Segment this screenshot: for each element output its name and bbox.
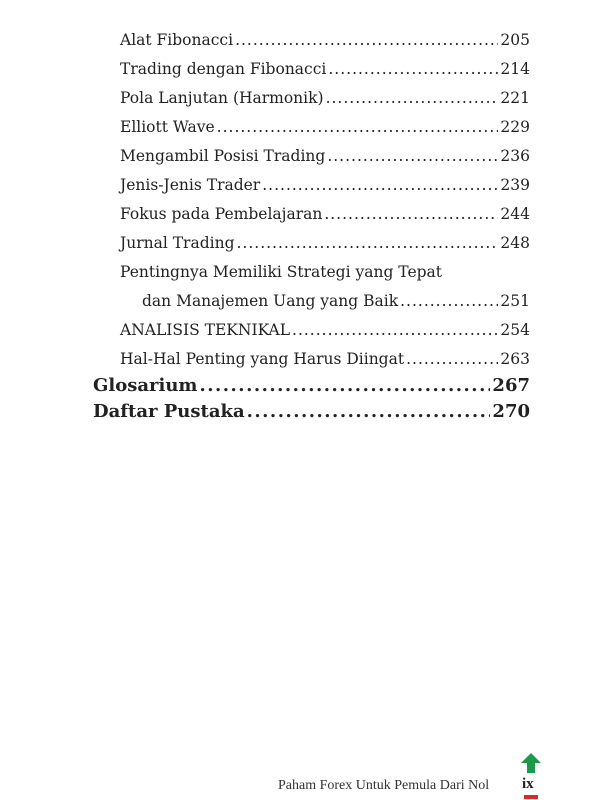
toc-entry[interactable] xyxy=(120,146,530,166)
dot-leader xyxy=(217,117,499,137)
page-marker-bar xyxy=(524,795,538,799)
toc-entry-page: 214 xyxy=(500,60,530,78)
toc-entry[interactable] xyxy=(120,88,530,108)
page-number: ix xyxy=(522,776,534,792)
toc-entry-page: 229 xyxy=(500,118,530,136)
dot-leader xyxy=(262,175,498,195)
toc-entry-page: 236 xyxy=(500,147,530,165)
toc-entry-title: Pentingnya Memiliki Strategi yang Tepat xyxy=(120,263,443,281)
toc-entry-title: Glosarium xyxy=(93,375,198,396)
toc-entry[interactable] xyxy=(120,117,530,137)
toc-entry-page: 239 xyxy=(500,176,530,194)
toc-entry-page: 263 xyxy=(500,350,530,368)
dot-leader xyxy=(400,291,498,311)
toc-entry-title: Jurnal Trading xyxy=(120,234,235,252)
footer-book-title: Paham Forex Untuk Pemula Dari Nol xyxy=(278,778,490,793)
dot-leader xyxy=(235,30,498,50)
dot-leader xyxy=(324,204,498,224)
toc-entry-page: 221 xyxy=(500,89,530,107)
toc-entry-line1[interactable] xyxy=(120,262,530,282)
dot-leader xyxy=(247,401,491,423)
toc-entry[interactable] xyxy=(120,349,530,369)
toc-entry-page: 244 xyxy=(500,205,530,223)
toc-entry-title: Trading dengan Fibonacci xyxy=(120,60,327,78)
toc-entry-title: Hal-Hal Penting yang Harus Diingat xyxy=(120,350,405,368)
toc-entry-page: 254 xyxy=(500,321,530,339)
toc-entry-title: Elliott Wave xyxy=(120,118,215,136)
toc-entry[interactable] xyxy=(120,204,530,224)
toc-entry-title: Jenis-Jenis Trader xyxy=(120,176,261,194)
toc-entry-title: Pola Lanjutan (Harmonik) xyxy=(120,89,324,107)
toc-entry-title: dan Manajemen Uang yang Baik xyxy=(142,292,399,310)
toc-entry[interactable] xyxy=(120,59,530,79)
toc-entry[interactable] xyxy=(120,175,530,195)
toc-entry[interactable] xyxy=(120,30,530,50)
toc-entry-page: 251 xyxy=(500,292,530,310)
toc-entry-title: Alat Fibonacci xyxy=(120,31,234,49)
toc-entry[interactable] xyxy=(120,233,530,253)
toc-entry-title: Daftar Pustaka xyxy=(93,401,245,422)
dot-leader xyxy=(292,320,498,340)
dot-leader xyxy=(327,146,498,166)
toc-entry-page: 205 xyxy=(500,31,530,49)
toc-entry-page: 267 xyxy=(492,375,530,396)
toc-entry-line2[interactable] xyxy=(142,291,530,311)
dot-leader xyxy=(237,233,499,253)
toc-entry[interactable] xyxy=(120,320,530,340)
toc-major-entry[interactable] xyxy=(93,375,530,397)
up-arrow-icon[interactable] xyxy=(520,752,542,774)
toc-entry-page: 248 xyxy=(500,234,530,252)
toc-entry-title: Fokus pada Pembelajaran xyxy=(120,205,323,223)
toc-entry-title: Mengambil Posisi Trading xyxy=(120,147,326,165)
toc-major-entry[interactable] xyxy=(93,401,530,423)
toc-entry-page: 270 xyxy=(492,401,530,422)
dot-leader xyxy=(328,59,498,79)
dot-leader xyxy=(199,375,490,397)
toc-entry-title: ANALISIS TEKNIKAL xyxy=(120,321,291,339)
dot-leader xyxy=(326,88,499,108)
dot-leader xyxy=(406,349,498,369)
